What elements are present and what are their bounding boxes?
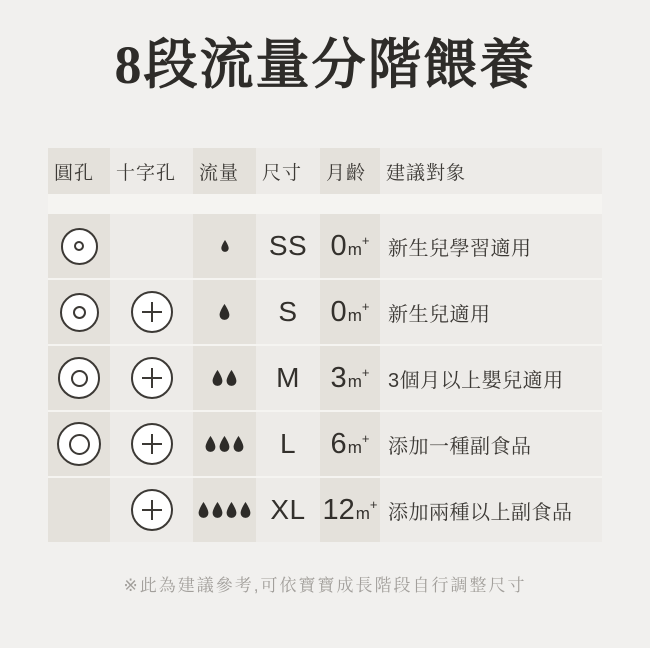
flow-drops-icon: [205, 436, 244, 452]
flow-cell: [193, 478, 256, 542]
target-text: 新生兒學習適用: [388, 237, 532, 260]
page-title: 8段流量分階餵養: [114, 35, 536, 95]
flow-cell: [193, 346, 256, 410]
age-plus: +: [369, 496, 378, 512]
drop-icon: [219, 436, 230, 452]
drop-icon: [212, 502, 223, 518]
age-value: [331, 230, 370, 263]
round-hole-inner-icon: [73, 306, 86, 319]
age-plus: +: [361, 298, 370, 314]
flow-cell: [193, 412, 256, 476]
drop-icon: [233, 436, 244, 452]
age-number: 3: [330, 361, 347, 394]
size-cell: [256, 478, 320, 542]
age-plus: +: [361, 232, 370, 248]
round-hole-icon: [57, 422, 101, 466]
age-cell: [320, 214, 380, 278]
drop-icon: [240, 502, 251, 518]
cross-hole-cell: [110, 214, 193, 278]
cross-hole-cell: [110, 412, 193, 476]
age-unit: m: [347, 371, 362, 391]
header-size: 尺寸: [256, 148, 320, 194]
age-number: 12: [322, 493, 355, 526]
target-text: 添加兩種以上副食品: [388, 501, 573, 524]
header-flow: 流量: [193, 148, 256, 194]
target-cell: [380, 412, 602, 476]
cross-hole-cell: [110, 280, 193, 344]
drop-icon: [198, 502, 209, 518]
round-hole-icon: [61, 228, 98, 265]
target-cell: [380, 478, 602, 542]
header-round-hole: 圓孔: [48, 148, 110, 194]
age-unit: m: [355, 503, 370, 523]
age-cell: [320, 280, 380, 344]
round-hole-cell: [48, 346, 110, 410]
age-value: [331, 296, 370, 329]
size-cell: [256, 346, 320, 410]
round-hole-icon: [58, 357, 100, 399]
size-label: S: [278, 296, 298, 328]
target-text: 添加一種副食品: [388, 435, 532, 458]
header-age: 月齡: [320, 148, 380, 194]
age-number: 6: [330, 427, 347, 460]
age-plus: +: [361, 430, 370, 446]
round-hole-inner-icon: [74, 241, 84, 251]
flow-drops-icon: [219, 304, 230, 320]
drop-icon: [219, 304, 230, 320]
cross-hole-cell: [110, 346, 193, 410]
header-target: 建議對象: [380, 148, 602, 194]
target-cell: [380, 280, 602, 344]
age-value: [331, 428, 370, 461]
round-hole-icon: [60, 293, 99, 332]
age-unit: m: [347, 437, 362, 457]
cross-hole-cell: [110, 478, 193, 542]
age-number: 0: [330, 229, 347, 262]
size-cell: [256, 412, 320, 476]
age-number: 0: [330, 295, 347, 328]
size-label: L: [279, 428, 297, 460]
size-cell: [256, 214, 320, 278]
size-label: SS: [268, 230, 308, 262]
cross-hole-icon: [131, 423, 173, 465]
cross-hole-icon: [131, 357, 173, 399]
size-cell: [256, 280, 320, 344]
cross-hole-icon: [131, 489, 173, 531]
age-value: [322, 494, 377, 527]
cross-hole-icon: [131, 291, 173, 333]
flow-rate-table: [48, 148, 602, 542]
round-hole-cell: [48, 478, 110, 542]
target-cell: [380, 346, 602, 410]
round-hole-cell: [48, 280, 110, 344]
flow-cell: [193, 280, 256, 344]
age-cell: [320, 412, 380, 476]
drop-icon: [205, 436, 216, 452]
drop-icon: [226, 502, 237, 518]
drop-icon: [221, 240, 229, 252]
footnote: ※此為建議參考,可依寶寶成長階段自行調整尺寸: [123, 576, 527, 596]
flow-cell: [193, 214, 256, 278]
round-hole-inner-icon: [69, 434, 90, 455]
target-text: 3個月以上嬰兒適用: [388, 369, 564, 392]
target-text: 新生兒適用: [388, 303, 491, 326]
flow-drops-icon: [212, 370, 237, 386]
round-hole-inner-icon: [71, 370, 88, 387]
drop-icon: [212, 370, 223, 386]
age-cell: [320, 478, 380, 542]
size-label: XL: [270, 494, 306, 526]
flow-drops-icon: [198, 502, 251, 518]
drop-icon: [226, 370, 237, 386]
flow-drops-icon: [221, 240, 229, 252]
age-unit: m: [347, 239, 362, 259]
round-hole-cell: [48, 214, 110, 278]
round-hole-cell: [48, 412, 110, 476]
header-cross-hole: 十字孔: [110, 148, 193, 194]
target-cell: [380, 214, 602, 278]
age-cell: [320, 346, 380, 410]
age-unit: m: [347, 305, 362, 325]
age-value: [331, 362, 370, 395]
age-plus: +: [361, 364, 370, 380]
size-label: M: [276, 362, 300, 394]
